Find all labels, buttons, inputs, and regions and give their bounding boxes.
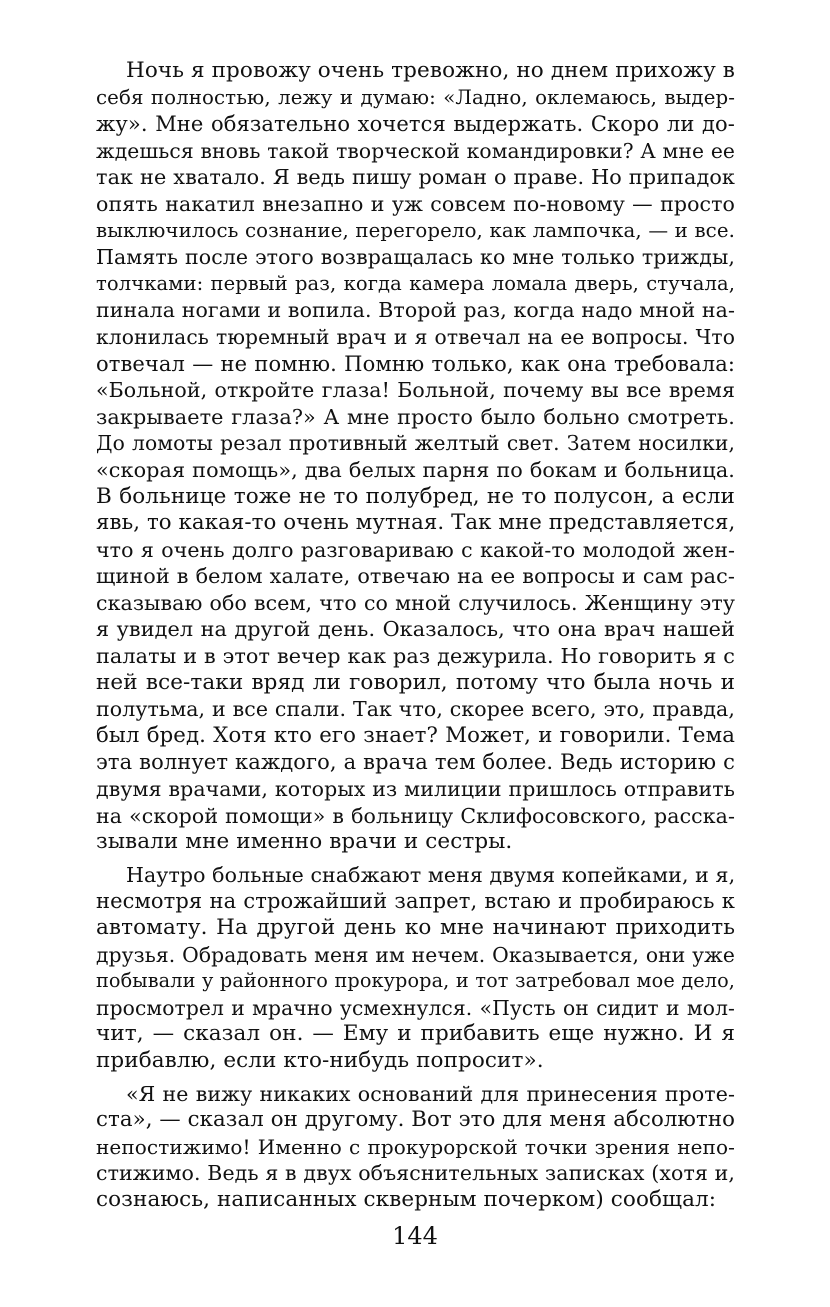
text-line: пинала ногами и вопила. Второй раз, когда надо мной на- [96,298,735,323]
text-line: ней все-таки вряд ли говорил, потому что была ночь и [96,669,735,695]
text-line: побывали у районного прокурора, и тот затребовал мое дело, [96,969,735,993]
text-line: сказываю обо всем, что со мной случилось. Женщину эту [96,590,735,615]
paragraph-2 [96,862,735,1075]
text-line: щиной в белом халате, отвечаю на ее вопросы и сам рас- [96,564,735,589]
text-line: толчками: первый раз, когда камера ломала дверь, стучала, [96,271,735,295]
text-line: жу». Мне обязательно хочется выдержать. Скоро ли до- [96,112,735,137]
paragraph-3 [96,1081,735,1214]
text-line: ждешься вновь такой творческой командировки? А мне ее [96,138,735,163]
text-line: «Я не вижу никаких оснований для принесения проте- [126,1081,735,1106]
text-line: двумя врачами, которых из милиции пришлось отправить [96,777,735,802]
text-line: ста», — сказал он другому. Вот это для меня абсолютно [96,1107,736,1133]
text-line: себя полностью, лежу и думаю: «Ладно, оклемаюсь, выдер- [96,85,735,109]
text-line: был бред. Хотя кто его знает? Может, и говорили. Тема [96,722,735,748]
text-line: клонилась тюремный врач и я отвечал на ее вопросы. Что [96,324,735,349]
text-line: стижимо. Ведь я в двух объяснительных записках (хотя и, [96,1161,735,1186]
text-line: выключилось сознание, перегорело, как лампочка, — и все. [96,218,735,242]
text-line: несмотря на строжайший запрет, встаю и пробираюсь к [96,889,735,914]
text-line: я увидел на другой день. Оказалось, что она врач нашей [96,617,735,642]
paragraph-1 [96,58,735,856]
text-line: чит, — сказал он. — Ему и прибавить еще нужно. И я [96,1021,735,1047]
text-line: «Больной, откройте глаза! Больной, почему вы все время [96,378,735,403]
text-line: Наутро больные снабжают меня двумя копейками, и я, [126,862,736,887]
page-text [96,58,735,1214]
text-line: Ночь я провожу очень тревожно, но днем прихожу в [126,58,735,83]
text-line: До ломоты резал противный желтый свет. Затем носилки, [96,431,735,456]
text-line: прибавлю, если кто-нибудь попросит». [96,1047,544,1073]
text-line: сознаюсь, написанных скверным почерком) сообщал: [96,1186,717,1212]
page-number: 144 [392,1222,438,1250]
text-line: опять накатил внезапно и уж совсем по-новому — просто [96,191,735,216]
text-line: на «скорой помощи» в больницу Склифосовского, расска- [96,803,735,828]
text-line: В больнице тоже не то полубред, не то полусон, а если [96,483,735,509]
text-line: автомату. На другой день ко мне начинают приходить [96,915,735,940]
text-line: полутьма, и все спали. Так что, скорее всего, это, правда, [96,697,735,722]
text-line: «скорая помощь», два белых парня по бокам и больница. [96,457,735,482]
text-line: закрываете глаза?» А мне просто было больно смотреть. [96,404,735,429]
text-line: палаты и в этот вечер как раз дежурила. Но говорить я с [96,644,735,669]
text-line: просмотрел и мрачно усмехнулся. «Пусть он сидит и мол- [96,995,735,1020]
text-line: Память после этого возвращалась ко мне только трижды, [96,245,735,270]
text-line: друзья. Обрадовать меня им нечем. Оказывается, они уже [96,942,735,967]
text-line: явь, то какая-то очень мутная. Так мне представляется, [96,510,736,536]
text-line: так не хватало. Я ведь пишу роман о праве. Но припадок [96,165,735,190]
text-line: отвечал — не помню. Помню только, как она требовала: [96,351,735,376]
text-line: зывали мне именно врачи и сестры. [96,829,513,855]
text-line: непостижимо! Именно с прокурорской точки зрения непо- [96,1134,735,1159]
text-line: что я очень долго разговариваю с какой-то молодой жен- [96,537,735,562]
text-line: эта волнует каждого, а врача тем более. Ведь историю с [96,750,735,775]
